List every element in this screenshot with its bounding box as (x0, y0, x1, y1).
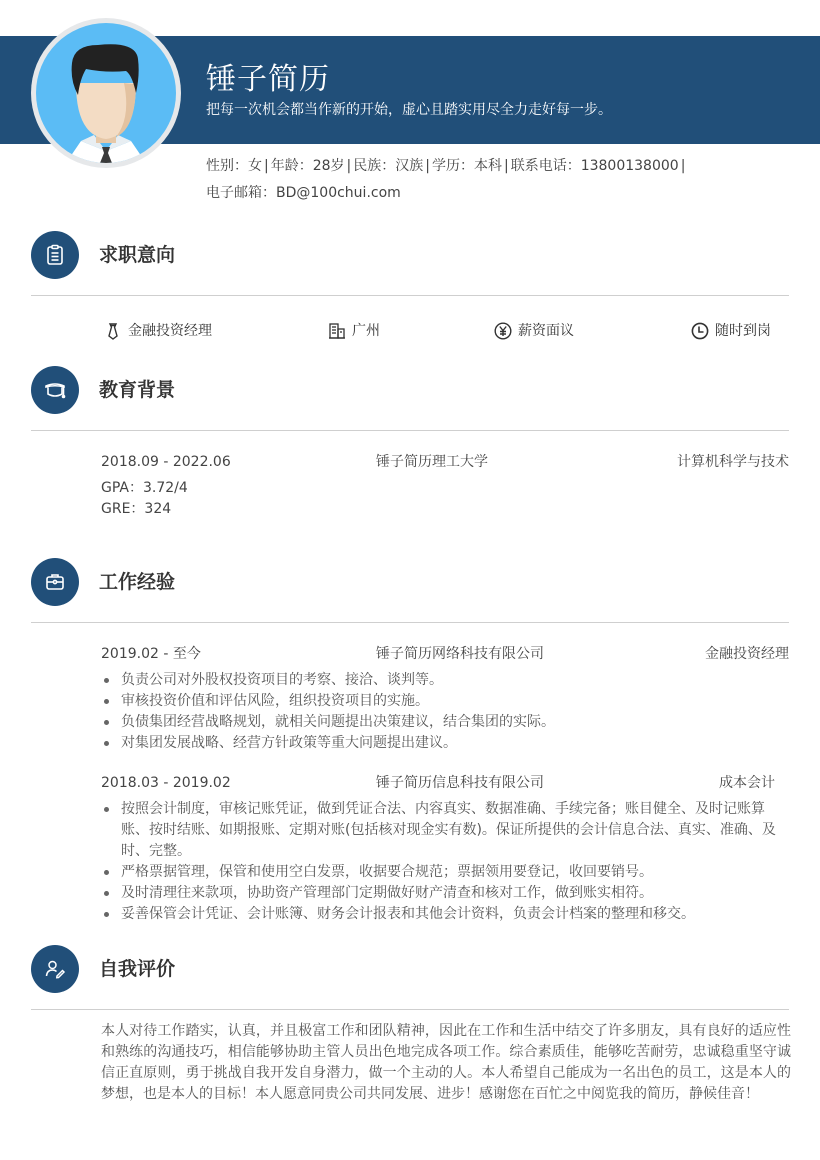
info-email: 电子邮箱：BD@100chui.com (206, 185, 401, 201)
avatar-illustration-icon (36, 23, 176, 163)
resume-motto: 把每一次机会都当作新的开始，虚心且踏实用尽全力走好每一步。 (206, 102, 612, 118)
section-title: 工作经验 (99, 571, 176, 593)
self-evaluation-text: 本人对待工作踏实，认真，并且极富工作和团队精神，因此在工作和生活中结交了许多朋友，具有良好的适应性和熟练的沟通技巧，相信能够协助主管人员出色地完成各项工作。综合素质佳，能够吃苦耐劳，忠诚稳重坚守诚信正直原则，勇于挑战自我开发自身潜力，做一个主动的人。本人希望自己能成为一名出色的员工，这是本人的梦想，也是本人的目标！本人愿意同贵公司共同发展、进步！感谢您在百忙之中阅览我的简历，静候佳音！ (101, 1023, 791, 1102)
clock-icon (691, 322, 709, 340)
education-major: 计算机科学与技术 (677, 454, 789, 470)
education-gre: GRE：324 (101, 501, 172, 517)
section-divider (31, 295, 789, 296)
personal-info-line-1: 性别：女 | 年龄：28岁 | 民族：汉族 | 学历：本科 | 联系电话：13800138000 | (206, 158, 686, 174)
intent-position (104, 318, 212, 344)
graduation-cap-icon (31, 366, 79, 414)
tie-icon (104, 322, 122, 340)
info-phone: 联系电话：13800138000 (510, 158, 679, 174)
section-title: 自我评价 (99, 958, 176, 980)
list-item: 严格票据管理，保管和使用空白发票，收据要合规范；票据领用要登记，收回要销号。 (101, 862, 791, 883)
section-title: 教育背景 (99, 379, 176, 401)
list-item: 审核投资价值和评估风险，组织投资项目的实施。 (101, 691, 791, 712)
section-divider (31, 1009, 789, 1010)
list-item: 对集团发展战略、经营方针政策等重大问题提出建议。 (101, 733, 791, 754)
resume-name: 锤子简历 (206, 62, 330, 97)
avatar (31, 18, 181, 168)
section-job-intent (31, 231, 789, 281)
user-edit-icon (31, 945, 79, 993)
info-age: 年龄：28岁 (270, 158, 345, 174)
education-period: 2018.09 - 2022.06 (101, 454, 231, 470)
job-intent-row (0, 318, 820, 344)
intent-salary (494, 318, 574, 344)
section-divider (31, 430, 789, 431)
personal-info (206, 153, 766, 207)
clipboard-icon (31, 231, 79, 279)
info-education: 学历：本科 (431, 158, 502, 174)
intent-salary-label: 薪资面议 (518, 323, 574, 339)
work-entry-1-header (101, 643, 789, 665)
intent-position-label: 金融投资经理 (128, 323, 212, 339)
work-entry-1-duties (101, 670, 791, 754)
briefcase-icon (31, 558, 79, 606)
work-company: 锤子简历网络科技有限公司 (376, 646, 544, 662)
education-school: 锤子简历理工大学 (376, 454, 488, 470)
work-role: 成本会计 (719, 775, 775, 791)
intent-city (328, 318, 380, 344)
section-self-evaluation (31, 945, 789, 995)
education-entry-header (101, 451, 789, 473)
building-icon (328, 322, 346, 340)
section-work-experience (31, 558, 789, 608)
info-gender: 性别：女 (206, 158, 262, 174)
list-item: 负债集团经营战略规划，就相关问题提出决策建议，结合集团的实际。 (101, 712, 791, 733)
list-item: 按照会计制度，审核记账凭证，做到凭证合法、内容真实、数据准确、手续完备；账目健全、及时记账算账、按时结账、如期报账、定期对账(包括核对现金实有数)。保证所提供的会计信息合法、真实、准确、及时、完整。 (101, 799, 791, 862)
info-ethnicity: 民族：汉族 (353, 158, 424, 174)
work-role: 金融投资经理 (705, 646, 789, 662)
work-entry-2-duties (101, 799, 791, 925)
intent-availability-label: 随时到岗 (715, 323, 771, 339)
intent-availability (691, 318, 771, 344)
list-item: 妥善保管会计凭证、会计账簿、财务会计报表和其他会计资料，负责会计档案的整理和移交。 (101, 904, 791, 925)
section-divider (31, 622, 789, 623)
list-item: 负责公司对外股权投资项目的考察、接洽、谈判等。 (101, 670, 791, 691)
work-period: 2019.02 - 至今 (101, 646, 201, 662)
work-period: 2018.03 - 2019.02 (101, 775, 231, 791)
education-gpa: GPA：3.72/4 (101, 480, 188, 496)
list-item: 及时清理往来款项，协助资产管理部门定期做好财产清查和核对工作，做到账实相符。 (101, 883, 791, 904)
section-education (31, 366, 789, 416)
work-company: 锤子简历信息科技有限公司 (376, 775, 544, 791)
section-title: 求职意向 (99, 244, 176, 266)
work-entry-2-header (101, 772, 789, 794)
yen-icon (494, 322, 512, 340)
intent-city-label: 广州 (352, 323, 380, 339)
